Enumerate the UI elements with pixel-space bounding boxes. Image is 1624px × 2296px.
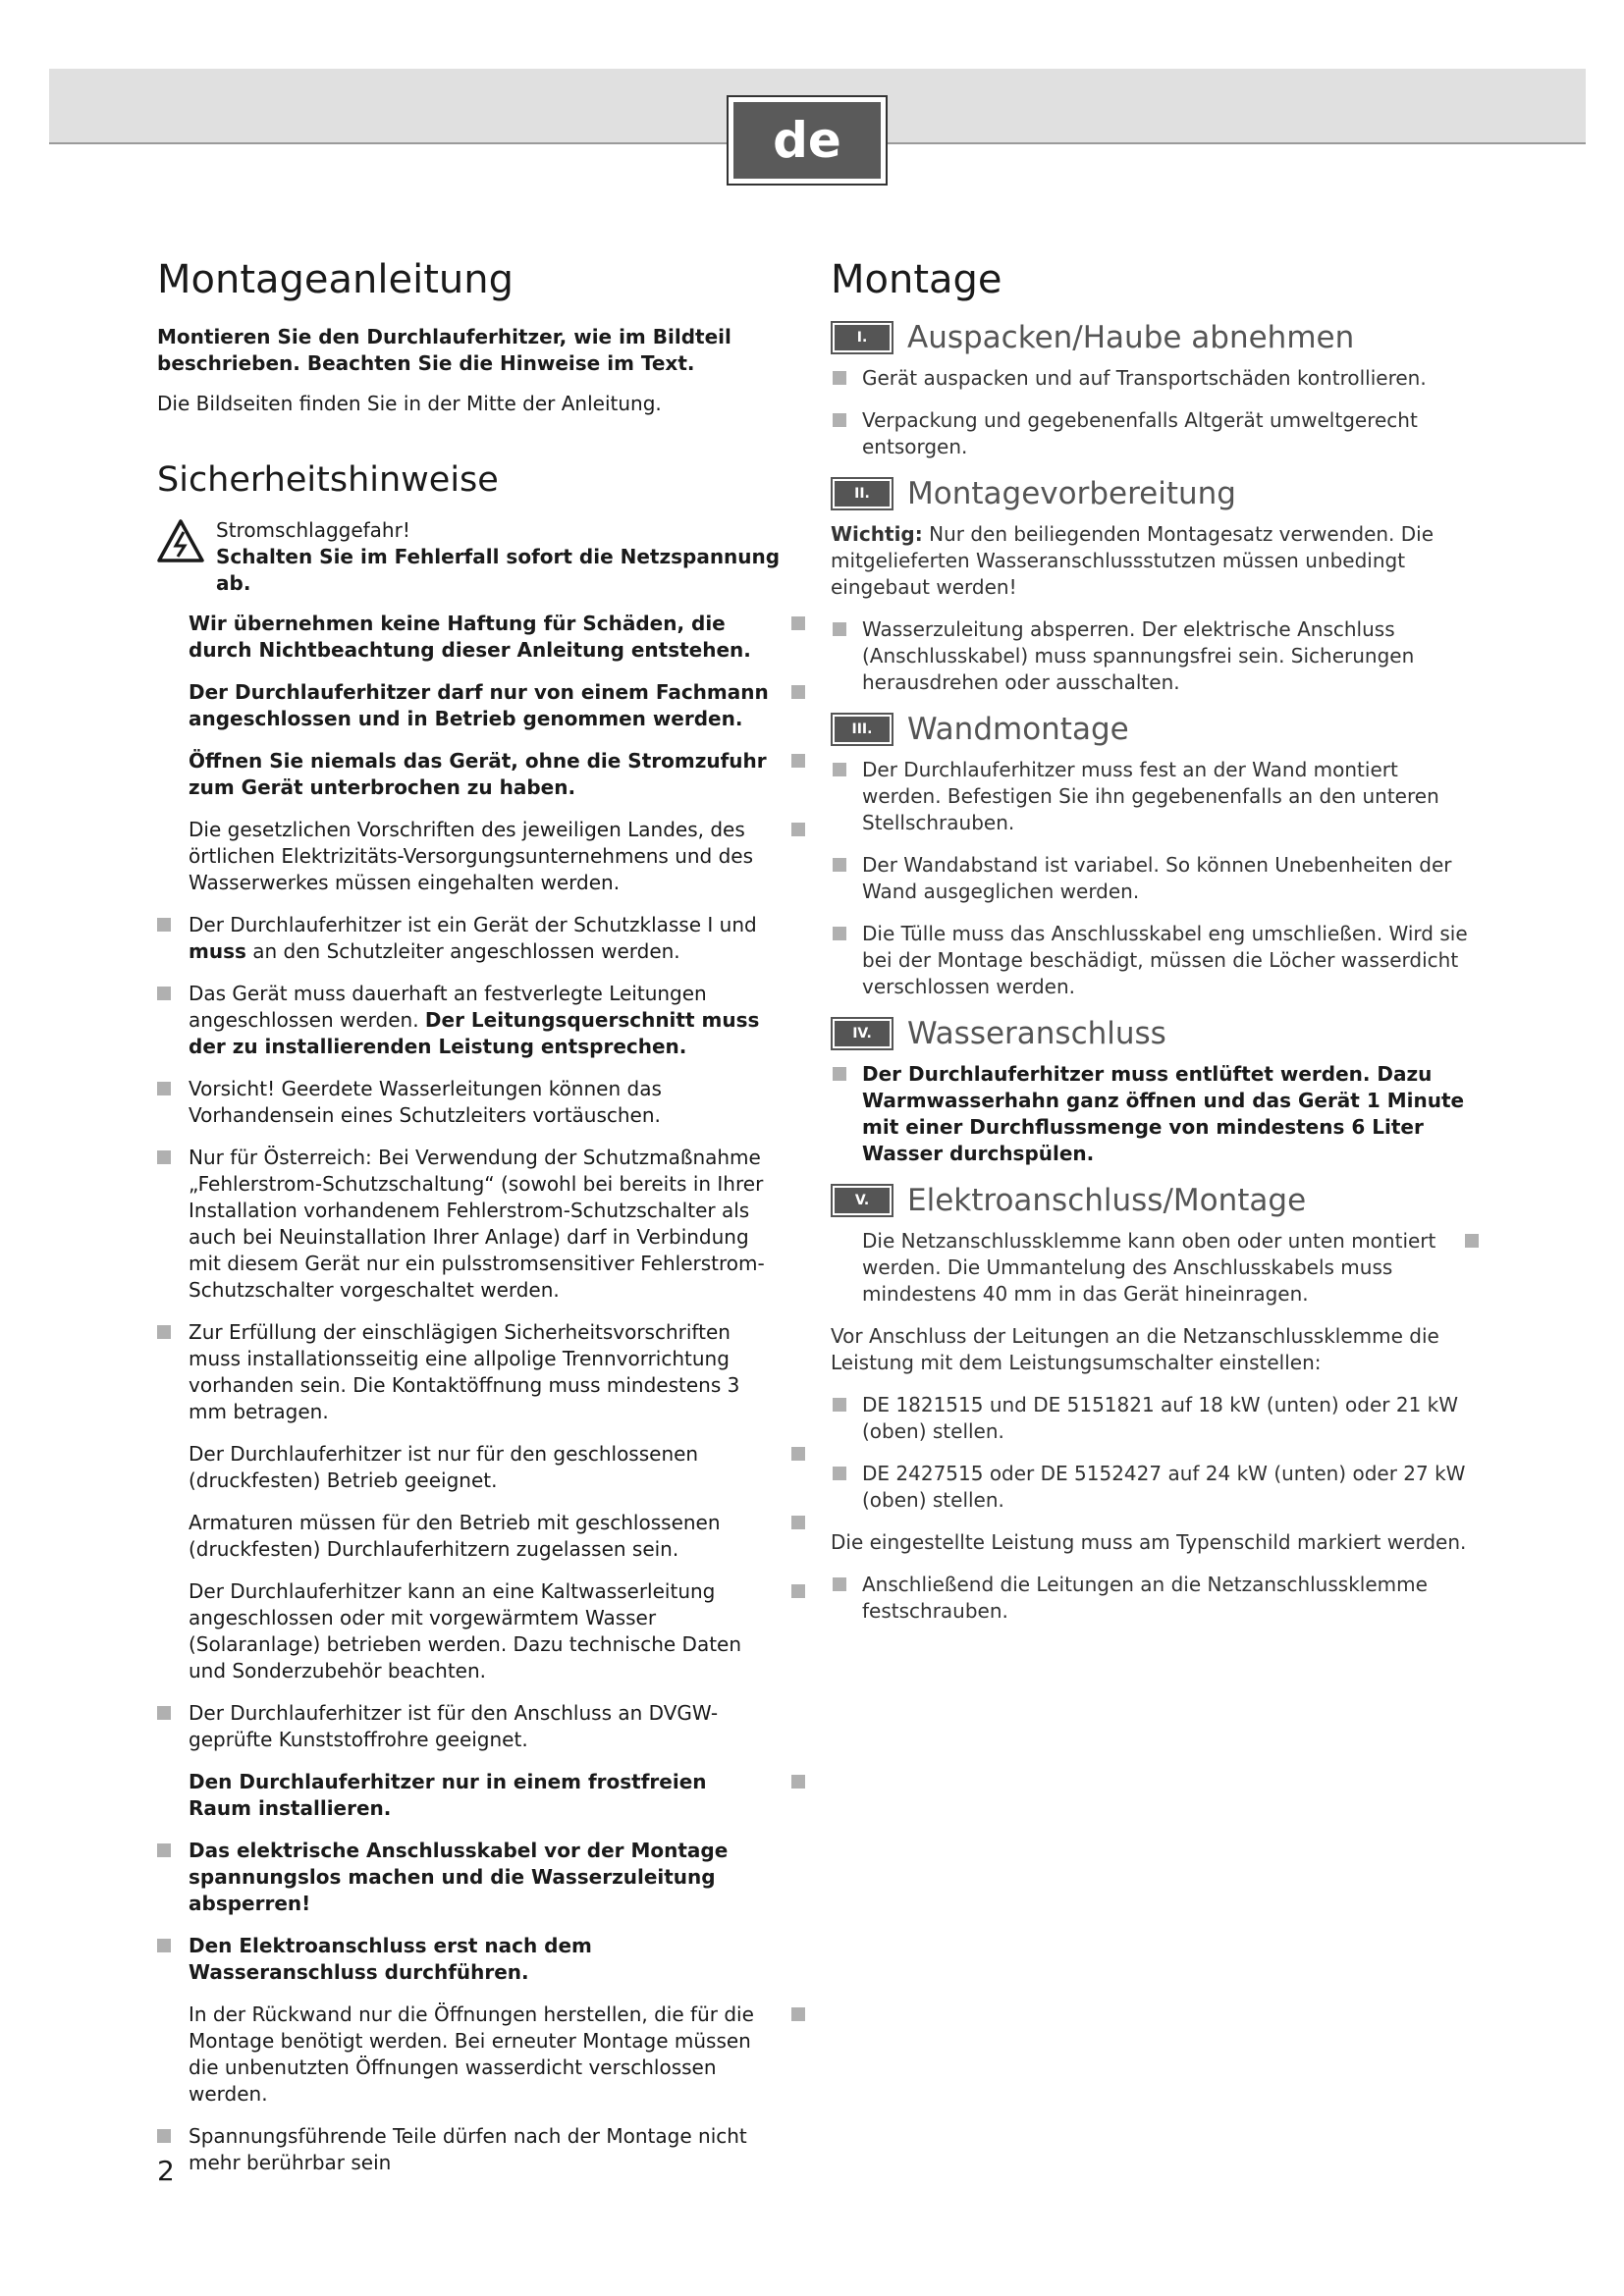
list-item: DE 2427515 oder DE 5152427 auf 24 kW (unten) oder 27 kW (oben) stellen. (831, 1461, 1479, 1514)
bullet-square-icon (791, 2007, 805, 2021)
list-item: DE 1821515 und DE 5151821 auf 18 kW (unten) oder 21 kW (oben) stellen. (831, 1392, 1479, 1445)
list-item: Spannungsführende Teile dürfen nach der Montage nicht mehr berührbar sein (157, 2123, 805, 2176)
section-number: I. (835, 325, 890, 350)
list-item: Der Durchlauferhitzer muss entlüftet werden. Dazu Warmwasserhahn ganz öffnen und das Gerät 1 Minute mit einer Durchflussmenge von mindestens 6 Liter Wasser durchspülen. (831, 1061, 1479, 1167)
bullet-square-icon (791, 823, 805, 836)
list-item: Den Elektroanschluss erst nach dem Wasseranschluss durchführen. (157, 1933, 805, 1986)
intro-text: Die Bildseiten finden Sie in der Mitte der Anleitung. (157, 392, 662, 415)
warning-block (157, 517, 805, 597)
list-item: Der Durchlauferhitzer ist für den Anschluss an DVGW-geprüfte Kunststoffrohre geeignet. (157, 1700, 805, 1753)
list-item: In der Rückwand nur die Öffnungen herstellen, die für die Montage benötigt werden. Bei erneuter Montage müssen die unbenutzten Öffnungen wasserdicht verschlossen werden. (157, 2002, 805, 2108)
list-item: Die gesetzlichen Vorschriften des jeweiligen Landes, des örtlichen Elektrizitäts-Versorgungsunternehmens und des Wasserwerkes müssen eingehalten werden. (157, 817, 805, 896)
list-item: Zur Erfüllung der einschlägigen Sicherheitsvorschriften muss installationsseitig eine allpolige Trennvorrichtung vorhanden sein. Die Kontaktöffnung muss mindestens 3 mm betragen. (157, 1319, 805, 1425)
left-column (157, 257, 805, 2192)
list-item: Den Durchlauferhitzer nur in einem frostfreien Raum installieren. (157, 1769, 805, 1822)
bullet-square-icon (791, 1584, 805, 1598)
bullet-square-icon (791, 685, 805, 699)
bullet-square-icon (833, 413, 846, 427)
language-badge-label: de (733, 102, 881, 179)
bullet-square-icon (833, 1398, 846, 1412)
bullet-square-icon (1465, 1234, 1479, 1248)
warning-line2: Schalten Sie im Fehlerfall sofort die Netzspannung ab. (216, 545, 781, 595)
bullet-square-icon (157, 1843, 171, 1857)
right-column (831, 257, 1479, 1640)
list-item: Der Wandabstand ist variabel. So können Unebenheiten der Wand ausgeglichen werden. (831, 852, 1479, 905)
paragraph: Vor Anschluss der Leitungen an die Netzanschlussklemme die Leistung mit dem Leistungsumschalter einstellen: (831, 1324, 1439, 1374)
section-title: Montagevorbereitung (907, 476, 1236, 511)
list-item: Wasserzuleitung absperren. Der elektrische Anschluss (Anschlusskabel) muss spannungsfrei sein. Sicherungen herausdrehen oder ausschalten. (831, 616, 1479, 696)
warning-line1: Stromschlaggefahr! (216, 518, 410, 542)
bullet-square-icon (833, 371, 846, 385)
list-item: Das elektrische Anschlusskabel vor der Montage spannungslos machen und die Wasserzuleitung absperren! (157, 1838, 805, 1917)
list-item: Armaturen müssen für den Betrieb mit geschlossenen (druckfesten) Durchlauferhitzern zugelassen sein. (157, 1510, 805, 1563)
list-item: Öffnen Sie niemals das Gerät, ohne die Stromzufuhr zum Gerät unterbrochen zu haben. (157, 748, 805, 801)
bullet-square-icon (791, 754, 805, 768)
bullet-square-icon (157, 987, 171, 1000)
bullet-square-icon (833, 1577, 846, 1591)
section-head-5 (831, 1183, 1479, 1218)
list-item: Nur für Österreich: Bei Verwendung der Schutzmaßnahme „Fehlerstrom-Schutzschaltung“ (sowohl bei bereits in Ihrer Installation vorhandenem Fehlerstrom-Schutzschalter als auch bei Neuinstallation Ihrer Anlage) darf in Verbindung mit diesem Gerät nur ein pulsstromsensitiver Fehlerstrom-Schutzschalter vorgeschaltet werden. (157, 1145, 805, 1304)
bullet-square-icon (833, 858, 846, 872)
list-item: Der Durchlauferhitzer ist nur für den geschlossenen (druckfesten) Betrieb geeignet. (157, 1441, 805, 1494)
section-number: IV. (835, 1021, 890, 1046)
section-number: III. (835, 717, 890, 742)
bullet-square-icon (157, 1325, 171, 1339)
bullet-square-icon (791, 1447, 805, 1461)
montage-title: Montage (831, 257, 1002, 302)
list-item: Die Netzanschlussklemme kann oben oder unten montiert werden. Die Ummantelung des Anschlusskabels muss mindestens 40 mm in das Gerät hineinragen. (831, 1228, 1479, 1308)
section-number: V. (835, 1188, 890, 1213)
section-head-2 (831, 476, 1479, 511)
section-head-1 (831, 320, 1479, 355)
important-note: Wichtig: Nur den beiliegenden Montagesatz verwenden. Die mitgelieferten Wasseranschlussstutzen müssen unbedingt eingebaut werden! (831, 522, 1435, 599)
paragraph: Die eingestellte Leistung muss am Typenschild markiert werden. (831, 1530, 1467, 1554)
bullet-square-icon (833, 927, 846, 940)
list-item: Der Durchlauferhitzer muss fest an der Wand montiert werden. Befestigen Sie ihn gegebenenfalls an den unteren Stellschrauben. (831, 757, 1479, 836)
list-item: Der Durchlauferhitzer ist ein Gerät der Schutzklasse I und muss an den Schutzleiter angeschlossen werden. (157, 912, 805, 965)
section-head-4 (831, 1016, 1479, 1051)
list-item: Gerät auspacken und auf Transportschäden kontrollieren. (831, 365, 1479, 392)
section-title: Wasseranschluss (907, 1016, 1166, 1051)
section-number: II. (835, 481, 890, 507)
list-item: Vorsicht! Geerdete Wasserleitungen können das Vorhandensein eines Schutzleiters vortäuschen. (157, 1076, 805, 1129)
list-item: Anschließend die Leitungen an die Netzanschlussklemme festschrauben. (831, 1572, 1479, 1625)
bullet-square-icon (791, 1775, 805, 1789)
bullet-square-icon (157, 918, 171, 932)
safety-title: Sicherheitshinweise (157, 460, 499, 500)
bullet-square-icon (157, 1150, 171, 1164)
list-item: Der Durchlauferhitzer darf nur von einem Fachmann angeschlossen und in Betrieb genommen werden. (157, 679, 805, 732)
list-item: Das Gerät muss dauerhaft an festverlegte Leitungen angeschlossen werden. Der Leitungsquerschnitt muss der zu installierenden Leistung entsprechen. (157, 981, 805, 1060)
bullet-square-icon (157, 1939, 171, 1952)
list-item: Die Tülle muss das Anschlusskabel eng umschließen. Wird sie bei der Montage beschädigt, müssen die Löcher wasserdicht verschlossen werden. (831, 921, 1479, 1000)
section-title: Elektroanschluss/Montage (907, 1183, 1307, 1218)
section-title: Auspacken/Haube abnehmen (907, 320, 1355, 355)
section-head-3 (831, 712, 1479, 747)
bullet-square-icon (157, 1082, 171, 1095)
list-item: Der Durchlauferhitzer kann an eine Kaltwasserleitung angeschlossen oder mit vorgewärmtem Wasser (Solaranlage) betrieben werden. Dazu technische Daten und Sonderzubehör beachten. (157, 1578, 805, 1684)
page-title: Montageanleitung (157, 257, 514, 302)
list-item: Wir übernehmen keine Haftung für Schäden, die durch Nichtbeachtung dieser Anleitung entstehen. (157, 611, 805, 664)
bullet-square-icon (791, 616, 805, 630)
bullet-square-icon (157, 2129, 171, 2143)
intro-bold: Montieren Sie den Durchlauferhitzer, wie im Bildteil beschrieben. Beachten Sie die Hinweise im Text. (157, 325, 731, 375)
bullet-square-icon (833, 622, 846, 636)
list-item: Verpackung und gegebenenfalls Altgerät umweltgerecht entsorgen. (831, 407, 1479, 460)
language-badge (727, 95, 888, 186)
page-number: 2 (157, 2155, 175, 2187)
section-title: Wandmontage (907, 712, 1129, 747)
bullet-square-icon (157, 1706, 171, 1720)
bullet-square-icon (833, 1467, 846, 1480)
bullet-square-icon (791, 1516, 805, 1529)
bullet-square-icon (833, 763, 846, 776)
bullet-square-icon (833, 1067, 846, 1081)
warning-triangle-icon (157, 517, 204, 564)
